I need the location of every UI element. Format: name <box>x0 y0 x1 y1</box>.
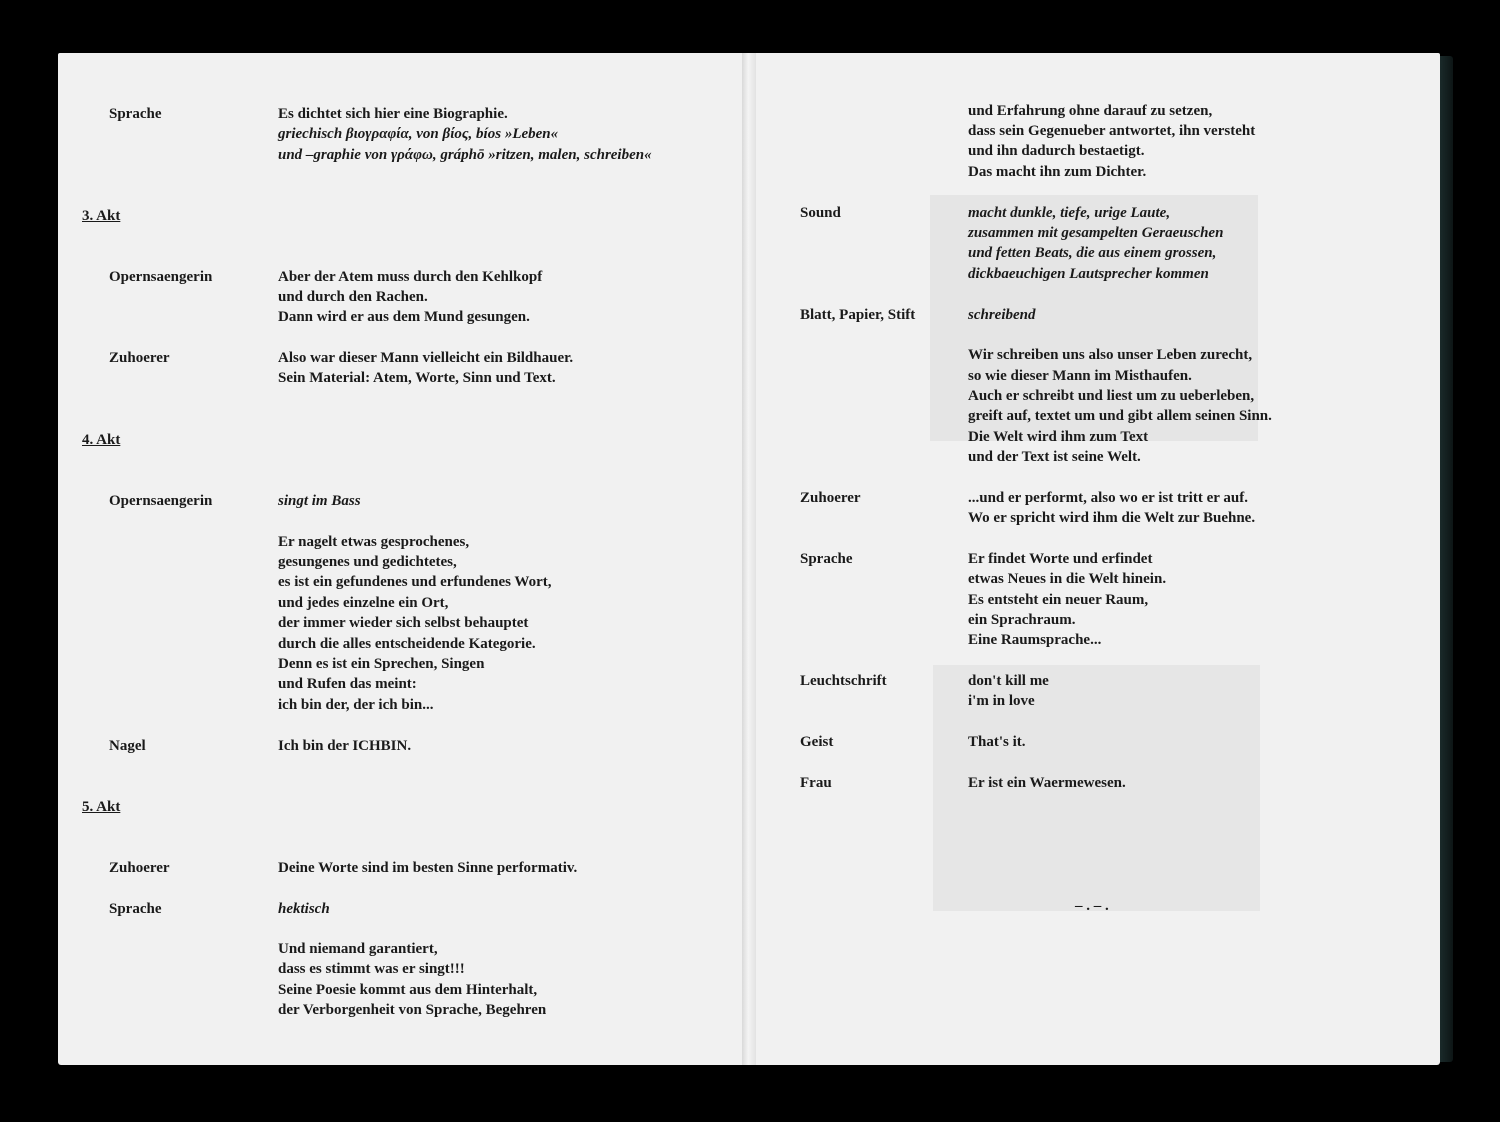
dialogue-line: und der Text ist seine Welt. <box>968 449 1141 465</box>
speaker-name: Sprache <box>109 106 162 122</box>
dialogue-line: durch die alles entscheidende Kategorie. <box>278 636 536 652</box>
dialogue-line: gesungenes und gedichtetes, <box>278 554 457 570</box>
dialogue-line: und ihn dadurch bestaetigt. <box>968 143 1145 159</box>
dialogue-line: Seine Poesie kommt aus dem Hinterhalt, <box>278 982 538 998</box>
dialogue-line: Es dichtet sich hier eine Biographie. <box>278 106 508 122</box>
dialogue-line: Er nagelt etwas gesprochenes, <box>278 534 470 550</box>
dialogue-line: dass sein Gegenueber antwortet, ihn versteht <box>968 123 1256 139</box>
stage-direction: schreibend <box>968 307 1036 323</box>
dialogue-line: greift auf, textet um und gibt allem seinen Sinn. <box>968 408 1272 424</box>
dialogue-line: so wie dieser Mann im Misthaufen. <box>968 368 1192 384</box>
dialogue-line: Das macht ihn zum Dichter. <box>968 164 1147 180</box>
speaker-name: Zuhoerer <box>109 350 170 366</box>
speaker-name: Sprache <box>109 901 162 917</box>
speaker-name: Opernsaengerin <box>109 493 213 509</box>
dialogue-line: es ist ein gefundenes und erfundenes Wort, <box>278 574 552 590</box>
stage-direction: hektisch <box>278 901 330 917</box>
speaker-name: Opernsaengerin <box>109 269 213 285</box>
dialogue-line: der Verborgenheit von Sprache, Begehren <box>278 1002 547 1018</box>
book-spine <box>742 53 756 1065</box>
dialogue-line-italic: dickbaeuchigen Lautsprecher kommen <box>968 266 1209 282</box>
act-heading: 4. Akt <box>82 432 121 448</box>
speaker-name: Leuchtschrift <box>800 673 887 689</box>
dialogue-line: don't kill me <box>968 673 1049 689</box>
dialogue-line: ein Sprachraum. <box>968 612 1076 628</box>
dialogue-line-italic: zusammen mit gesampelten Geraeuschen <box>968 225 1224 241</box>
speaker-name: Sound <box>800 205 841 221</box>
dialogue-line: und Rufen das meint: <box>278 676 417 692</box>
dialogue-line: etwas Neues in die Welt hinein. <box>968 571 1167 587</box>
dialogue-line: Denn es ist ein Sprechen, Singen <box>278 656 485 672</box>
speaker-name: Nagel <box>109 738 146 754</box>
dialogue-line: Wir schreiben uns also unser Leben zurecht, <box>968 347 1253 363</box>
dialogue-line: Es entsteht ein neuer Raum, <box>968 592 1149 608</box>
dialogue-line: und durch den Rachen. <box>278 289 428 305</box>
dialogue-line-italic: griechisch βιογραφία, von βίος, bíos »Leben« <box>278 126 559 142</box>
speaker-name: Zuhoerer <box>800 490 861 506</box>
dialogue-line: Er findet Worte und erfindet <box>968 551 1153 567</box>
dialogue-line: Ich bin der ICHBIN. <box>278 738 412 754</box>
dialogue-line: Eine Raumsprache... <box>968 632 1102 648</box>
act-heading: 3. Akt <box>82 208 121 224</box>
dialogue-line-italic: und fetten Beats, die aus einem grossen, <box>968 245 1217 261</box>
speaker-name: Frau <box>800 775 832 791</box>
dialogue-line: Die Welt wird ihm zum Text <box>968 429 1149 445</box>
speaker-name: Blatt, Papier, Stift <box>800 307 916 323</box>
dialogue-line: Er ist ein Waermewesen. <box>968 775 1126 791</box>
dialogue-line: ich bin der, der ich bin... <box>278 697 434 713</box>
dialogue-line: ...und er performt, also wo er ist tritt er auf. <box>968 490 1248 506</box>
stage-direction: singt im Bass <box>278 493 361 509</box>
dialogue-line: Und niemand garantiert, <box>278 941 438 957</box>
dialogue-line: Aber der Atem muss durch den Kehlkopf <box>278 269 543 285</box>
speaker-name: Zuhoerer <box>109 860 170 876</box>
dialogue-line-italic: und –graphie von γράφω, gráphō »ritzen, malen, schreiben« <box>278 147 652 163</box>
dialogue-line: Also war dieser Mann vielleicht ein Bildhauer. <box>278 350 574 366</box>
dialogue-line: Sein Material: Atem, Worte, Sinn und Text. <box>278 370 556 386</box>
dialogue-line: dass es stimmt was er singt!!! <box>278 961 465 977</box>
dialogue-line: Auch er schreibt und liest um zu ueberleben, <box>968 388 1255 404</box>
speaker-name: Geist <box>800 734 834 750</box>
end-mark: – . – . <box>1075 898 1109 914</box>
speaker-name: Sprache <box>800 551 853 567</box>
dialogue-line: Dann wird er aus dem Mund gesungen. <box>278 309 530 325</box>
page-edge <box>1440 56 1453 1062</box>
dialogue-line: und Erfahrung ohne darauf zu setzen, <box>968 103 1213 119</box>
dialogue-line: i'm in love <box>968 693 1035 709</box>
dialogue-line: Wo er spricht wird ihm die Welt zur Buehne. <box>968 510 1256 526</box>
dialogue-line: That's it. <box>968 734 1026 750</box>
dialogue-line-italic: macht dunkle, tiefe, urige Laute, <box>968 205 1171 221</box>
dialogue-line: der immer wieder sich selbst behauptet <box>278 615 529 631</box>
dialogue-line: Deine Worte sind im besten Sinne performativ. <box>278 860 578 876</box>
dialogue-line: und jedes einzelne ein Ort, <box>278 595 449 611</box>
act-heading: 5. Akt <box>82 799 121 815</box>
